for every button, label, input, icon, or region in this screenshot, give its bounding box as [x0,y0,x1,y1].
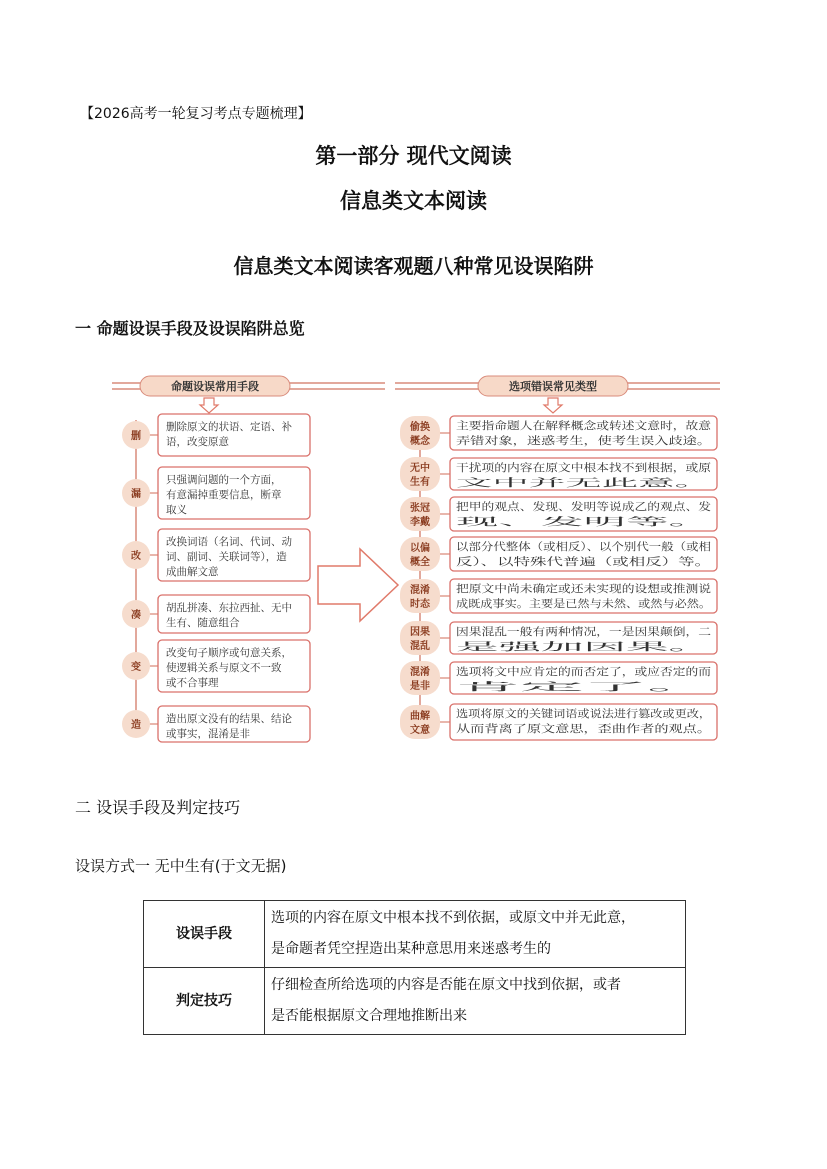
left-node-label: 漏 [131,489,141,500]
left-item-text: 只强调问题的一个方面， [166,474,282,486]
right-header-label: 选项错误常见类型 [509,380,597,393]
right-item-text: 把甲的观点、发现、发明等说成乙的观点、发 [456,501,666,513]
right-item-text: 反）、以特殊代普遍（或相反）等。 [456,556,619,568]
right-node-label: 无中 [410,463,430,474]
right-node-label: 曲解 [410,711,430,722]
right-item-text: 弄错对象，迷惑考生，使考生误入歧途。 [456,435,645,447]
left-item-text: 使逻辑关系与原文不一致 [166,662,282,674]
right-item-text: 干扰项的内容在原文中根本找不到根据，或原 [456,462,666,474]
right-item-text: 因果混乱一般有两种情况，一是因果颠倒，二 [456,626,666,638]
topic-title: 信息类文本阅读客观题八种常见设误陷阱 [233,254,594,278]
left-item-text: 词、副词、关联词等），造 [166,551,287,563]
table-value-line: 是命题者凭空捏造出某种意思用来迷惑考生的 [271,941,551,957]
right-item-text: 从而背离了原文意思，歪曲作者的观点。 [456,723,645,735]
right-node-label: 概念 [410,436,430,447]
right-item-text: 以部分代整体（或相反）、以个别代一般（或相 [456,541,672,553]
left-item-text: 或不合事理 [166,677,219,689]
down-arrow-icon [200,398,218,413]
left-item-text: 取义 [166,504,187,516]
left-item-text: 胡乱拼凑、东拉西扯、无中 [166,602,292,614]
left-node-label: 变 [131,662,141,673]
right-node-label: 时态 [410,599,430,610]
right-node-label: 混淆 [410,667,430,678]
left-item-text: 删除原文的状语、定语、补 [166,421,292,433]
right-item-text: 现、发明等。 [456,516,519,528]
section2-heading: 二 设误手段及判定技巧 [75,798,241,817]
right-item-text: 选项将原文的关键词语或说法进行篡改或更改， [456,708,677,720]
table-key: 设误手段 [144,901,265,968]
table-key: 判定技巧 [144,968,265,1035]
down-arrow-icon [544,398,562,413]
section-title: 信息类文本阅读 [340,189,487,213]
right-item-text: 选项将文中应肯定的而否定了，或应否定的而 [456,666,666,678]
right-item-text: 肯定了。 [456,681,498,693]
left-node-label: 改 [131,551,141,562]
table-value-line: 仔细检查所给选项的内容是否能在原文中找到依据，或者 [271,977,621,993]
left-item-text: 改换词语（名词、代词、动 [166,536,292,548]
table-value [265,901,686,968]
left-item-text: 造出原文没有的结果、结论 [166,713,292,725]
right-node-label: 李戴 [410,517,430,528]
right-node-label: 以偏 [410,543,430,554]
right-node-label: 因果 [410,627,430,638]
left-item-text: 生有、随意组合 [166,617,240,629]
left-node-label: 凑 [131,610,141,621]
table-value-line: 是否能根据原文合理地推断出来 [271,1008,467,1024]
left-item-text: 成曲解文意 [166,566,219,578]
part-title: 第一部分 现代文阅读 [315,144,512,168]
section2-subheading: 设误方式一 无中生有(于文无据) [75,857,287,875]
section1-heading: 一 命题设误手段及设误陷阱总览 [75,319,305,338]
table-value [265,968,686,1035]
right-node-label: 是非 [410,681,430,692]
technique-table [143,900,686,1035]
right-item-text: 主要指命题人在解释概念或转述文意时，故意 [456,420,666,432]
left-item-text: 改变句子顺序或句意关系， [166,647,292,659]
left-item-text: 或事实，混淆是非 [166,728,250,740]
table-value-line: 选项的内容在原文中根本找不到依据，或原文中并无此意， [271,910,635,926]
big-right-arrow-icon [318,549,398,621]
right-node-label: 生有 [410,477,430,488]
right-node-label: 混乱 [410,641,430,652]
left-item-text: 有意漏掉重要信息，断章 [166,489,282,501]
right-node-label: 张冠 [410,503,430,514]
left-item-text: 语，改变原意 [166,436,229,448]
right-node-label: 文意 [410,725,430,736]
right-item-text: 文中并无此意。 [456,477,530,489]
left-node-label: 造 [131,720,141,731]
left-node-label: 删 [131,431,141,442]
table-row [144,968,686,1035]
doc-tag: 【2026高考一轮复习考点专题梳理】 [80,106,312,122]
left-header-label: 命题设误常用手段 [171,380,259,393]
right-node-label: 混淆 [410,585,430,596]
right-item-text: 是强加因果。 [456,641,519,653]
right-item-text: 成既成事实。主要是已然与未然、或然与必然。 [456,598,677,610]
right-item-text: 把原文中尚未确定或还未实现的设想或推测说 [456,583,666,595]
table-row [144,901,686,968]
right-node-label: 偷换 [410,422,430,433]
right-node-label: 概全 [410,557,430,568]
